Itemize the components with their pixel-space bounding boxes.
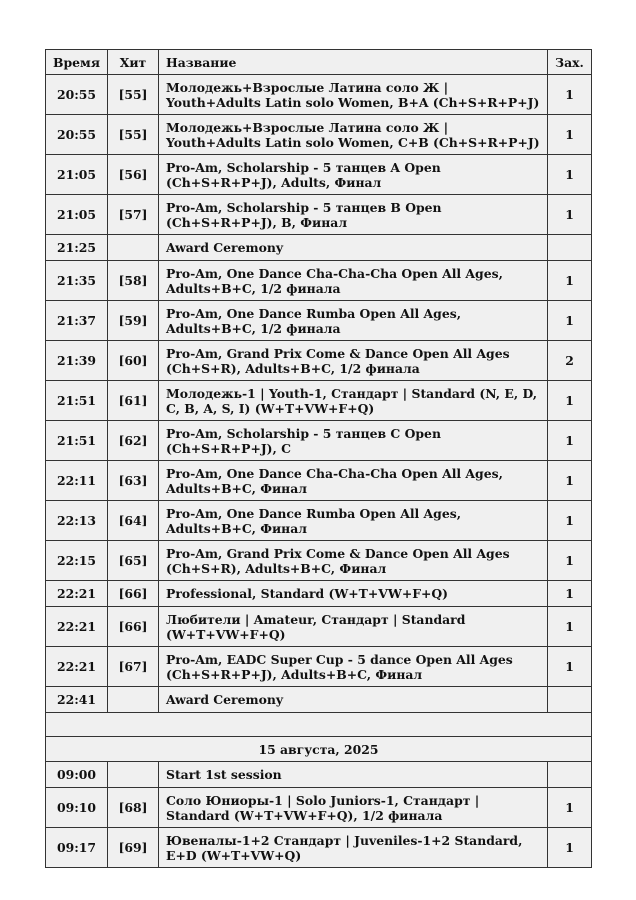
- row-name: Pro-Am, Grand Prix Come & Dance Open All Ages (Ch+S+R), Adults+B+C, Финал: [159, 541, 548, 581]
- date-heading: 15 августа, 2025: [46, 737, 592, 762]
- row-heat: [63]: [108, 461, 159, 501]
- table-row: [46, 381, 592, 421]
- row-heat: [59]: [108, 301, 159, 341]
- table-row: [46, 762, 592, 788]
- row-time: 22:13: [46, 501, 108, 541]
- row-time: 09:10: [46, 788, 108, 828]
- row-count: 1: [548, 828, 592, 868]
- schedule-table: [45, 49, 592, 868]
- row-heat: [62]: [108, 421, 159, 461]
- row-time: 21:25: [46, 235, 108, 261]
- row-heat: [66]: [108, 607, 159, 647]
- table-row: [46, 581, 592, 607]
- row-count: 1: [548, 115, 592, 155]
- row-count: 1: [548, 581, 592, 607]
- row-time: 22:41: [46, 687, 108, 713]
- row-name: Professional, Standard (W+T+VW+F+Q): [159, 581, 548, 607]
- table-row: [46, 501, 592, 541]
- row-heat: [55]: [108, 75, 159, 115]
- row-time: 21:39: [46, 341, 108, 381]
- row-heat: [68]: [108, 788, 159, 828]
- row-time: 22:21: [46, 607, 108, 647]
- row-count: 1: [548, 75, 592, 115]
- row-name: Pro-Am, One Dance Rumba Open All Ages, Adults+B+C, Финал: [159, 501, 548, 541]
- row-count: 1: [548, 155, 592, 195]
- row-time: 09:17: [46, 828, 108, 868]
- row-count: [548, 235, 592, 261]
- row-heat: [69]: [108, 828, 159, 868]
- table-row: [46, 301, 592, 341]
- row-name: Pro-Am, Scholarship - 5 танцев C Open (Ch+S+R+P+J), C: [159, 421, 548, 461]
- row-heat: [57]: [108, 195, 159, 235]
- row-heat: [108, 235, 159, 261]
- row-name: Pro-Am, One Dance Cha-Cha-Cha Open All Ages, Adults+B+C, Финал: [159, 461, 548, 501]
- schedule-page: [45, 49, 591, 868]
- table-row: [46, 607, 592, 647]
- table-row: [46, 421, 592, 461]
- row-time: 22:11: [46, 461, 108, 501]
- row-count: [548, 687, 592, 713]
- table-row: [46, 261, 592, 301]
- row-time: 22:15: [46, 541, 108, 581]
- row-count: 1: [548, 461, 592, 501]
- row-name: Pro-Am, Scholarship - 5 танцев B Open (Ch+S+R+P+J), B, Финал: [159, 195, 548, 235]
- row-count: 1: [548, 421, 592, 461]
- date-row: [46, 737, 592, 762]
- row-heat: [56]: [108, 155, 159, 195]
- row-count: 1: [548, 541, 592, 581]
- row-time: 21:05: [46, 195, 108, 235]
- row-name: Award Ceremony: [159, 235, 548, 261]
- row-heat: [61]: [108, 381, 159, 421]
- header-count: Зах.: [548, 50, 592, 75]
- row-time: 21:51: [46, 421, 108, 461]
- row-name: Молодежь-1 | Youth-1, Стандарт | Standard (N, E, D, C, B, A, S, I) (W+T+VW+F+Q): [159, 381, 548, 421]
- row-name: Pro-Am, One Dance Rumba Open All Ages, Adults+B+C, 1/2 финала: [159, 301, 548, 341]
- row-name: Ювеналы-1+2 Стандарт | Juveniles-1+2 Standard, E+D (W+T+VW+Q): [159, 828, 548, 868]
- row-heat: [67]: [108, 647, 159, 687]
- table-row: [46, 828, 592, 868]
- row-time: 20:55: [46, 75, 108, 115]
- row-name: Молодежь+Взрослые Латина соло Ж | Youth+Adults Latin solo Women, B+A (Ch+S+R+P+J): [159, 75, 548, 115]
- table-row: [46, 75, 592, 115]
- table-row: [46, 541, 592, 581]
- row-time: 21:37: [46, 301, 108, 341]
- row-count: [548, 762, 592, 788]
- header-name: Название: [159, 50, 548, 75]
- row-name: Pro-Am, Scholarship - 5 танцев A Open (Ch+S+R+P+J), Adults, Финал: [159, 155, 548, 195]
- row-heat: [108, 762, 159, 788]
- row-count: 1: [548, 647, 592, 687]
- row-count: 1: [548, 301, 592, 341]
- row-name: Award Ceremony: [159, 687, 548, 713]
- row-time: 22:21: [46, 647, 108, 687]
- table-row: [46, 341, 592, 381]
- header-time: Время: [46, 50, 108, 75]
- row-count: 1: [548, 607, 592, 647]
- row-name: Соло Юниоры-1 | Solo Juniors-1, Стандарт | Standard (W+T+VW+F+Q), 1/2 финала: [159, 788, 548, 828]
- row-count: 2: [548, 341, 592, 381]
- row-time: 21:05: [46, 155, 108, 195]
- row-time: 09:00: [46, 762, 108, 788]
- row-count: 1: [548, 381, 592, 421]
- row-name: Pro-Am, One Dance Cha-Cha-Cha Open All Ages, Adults+B+C, 1/2 финала: [159, 261, 548, 301]
- row-time: 21:51: [46, 381, 108, 421]
- row-count: 1: [548, 261, 592, 301]
- row-heat: [108, 687, 159, 713]
- row-count: 1: [548, 501, 592, 541]
- row-heat: [65]: [108, 541, 159, 581]
- table-row: [46, 461, 592, 501]
- row-heat: [58]: [108, 261, 159, 301]
- blank-cell: [46, 713, 592, 737]
- row-time: 22:21: [46, 581, 108, 607]
- table-row: [46, 155, 592, 195]
- row-count: 1: [548, 788, 592, 828]
- table-row: [46, 235, 592, 261]
- table-row: [46, 195, 592, 235]
- row-count: 1: [548, 195, 592, 235]
- blank-row: [46, 713, 592, 737]
- row-heat: [60]: [108, 341, 159, 381]
- table-row: [46, 687, 592, 713]
- table-row: [46, 647, 592, 687]
- header-heat: Хит: [108, 50, 159, 75]
- row-name: Молодежь+Взрослые Латина соло Ж | Youth+Adults Latin solo Women, C+B (Ch+S+R+P+J): [159, 115, 548, 155]
- row-name: Pro-Am, EADC Super Cup - 5 dance Open All Ages (Ch+S+R+P+J), Adults+B+C, Финал: [159, 647, 548, 687]
- row-heat: [64]: [108, 501, 159, 541]
- table-row: [46, 788, 592, 828]
- table-header-row: [46, 50, 592, 75]
- row-time: 21:35: [46, 261, 108, 301]
- row-name: Start 1st session: [159, 762, 548, 788]
- row-name: Любители | Amateur, Стандарт | Standard (W+T+VW+F+Q): [159, 607, 548, 647]
- row-name: Pro-Am, Grand Prix Come & Dance Open All Ages (Ch+S+R), Adults+B+C, 1/2 финала: [159, 341, 548, 381]
- row-time: 20:55: [46, 115, 108, 155]
- row-heat: [55]: [108, 115, 159, 155]
- row-heat: [66]: [108, 581, 159, 607]
- table-row: [46, 115, 592, 155]
